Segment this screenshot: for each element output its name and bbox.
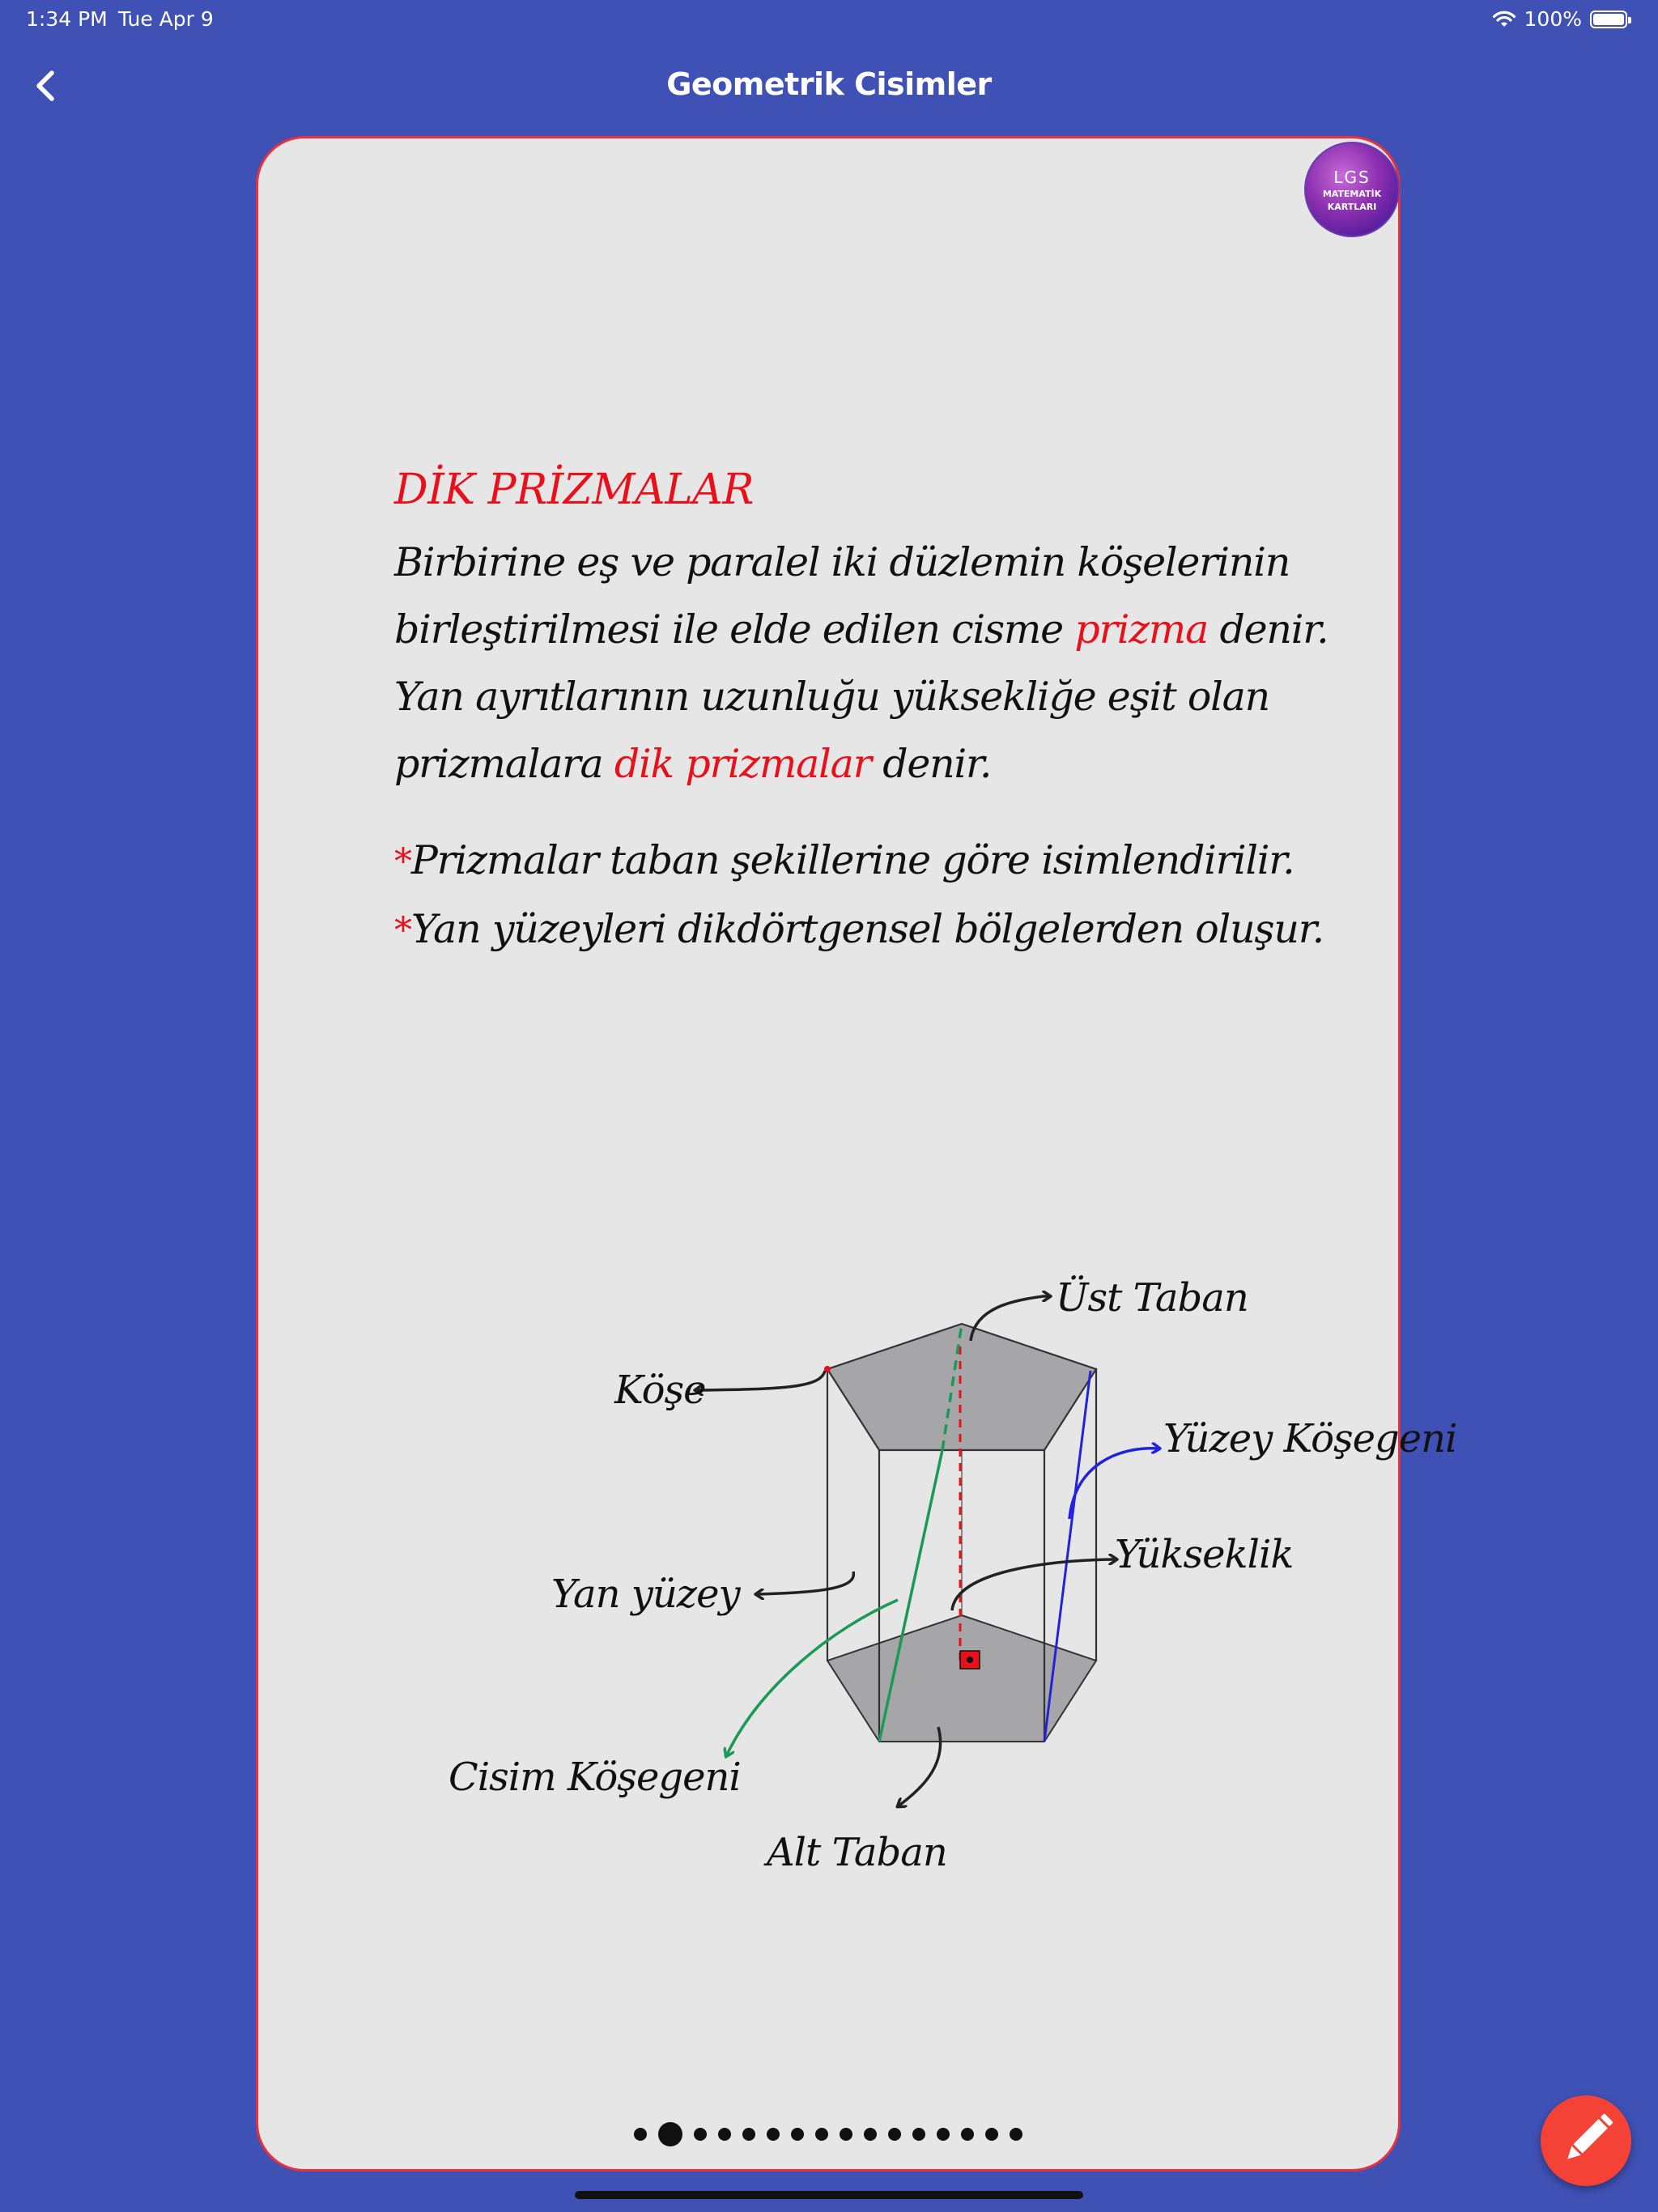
bullet-item	[394, 827, 1333, 895]
label-yukseklik: Yükseklik	[1115, 1532, 1294, 1577]
label-alt-taban: Alt Taban	[767, 1830, 947, 1875]
status-bar	[0, 0, 1658, 39]
nav-bar	[0, 49, 1658, 121]
term-prizma: prizma	[1074, 606, 1209, 653]
yan-yuzey-arrow	[756, 1572, 853, 1594]
yuzey-kosegeni-arrow	[1069, 1448, 1159, 1519]
page-dot[interactable]	[767, 2128, 780, 2141]
logo-line3: KARTLARI	[1327, 202, 1377, 212]
label-yuzey-kosegeni: Yüzey Köşegeni	[1163, 1416, 1457, 1461]
label-kose: Köşe	[614, 1368, 706, 1413]
page-dot[interactable]	[1010, 2128, 1022, 2141]
logo-line1: LGS	[1333, 168, 1371, 187]
wifi-icon	[1492, 10, 1516, 29]
bullet-list	[394, 827, 1333, 964]
bullet-star: *	[394, 841, 411, 883]
status-time: 1:34 PM	[26, 7, 108, 31]
label-ust-taban: Üst Taban	[1056, 1275, 1248, 1321]
page-dot[interactable]	[718, 2128, 731, 2141]
card-content	[394, 466, 1333, 964]
status-date: Tue Apr 9	[118, 7, 214, 31]
right-angle-dot	[967, 1657, 973, 1663]
label-yan-yuzey: Yan yüzey	[551, 1572, 740, 1617]
page-indicator	[258, 2122, 1398, 2146]
status-right	[1492, 7, 1627, 31]
para-line: Yan ayrıtlarının uzunluğu yüksekliğe eşit olan	[394, 674, 1270, 720]
page-dot[interactable]	[937, 2128, 950, 2141]
home-indicator	[575, 2191, 1083, 2199]
card-heading: DİK PRİZMALAR	[394, 466, 754, 514]
page-dot[interactable]	[634, 2128, 647, 2141]
para-text: birleştirilmesi ile elde edilen cisme	[394, 606, 1075, 653]
prism-diagram	[339, 1126, 1457, 1936]
page-dot[interactable]	[888, 2128, 901, 2141]
para-line: Birbirine eş ve paralel iki düzlemin köşelerinin	[394, 539, 1290, 585]
bullet-text: Yan yüzeyleri dikdörtgensel bölgelerden oluşur.	[410, 906, 1324, 952]
definition-paragraph	[394, 529, 1333, 798]
label-cisim-kosegeni: Cisim Köşegeni	[449, 1755, 741, 1800]
term-dik-prizmalar: dik prizmalar	[614, 741, 871, 787]
para-text: denir.	[1208, 606, 1329, 653]
kose-arrow	[695, 1371, 825, 1390]
bottom-base	[827, 1615, 1096, 1742]
lgs-logo	[1304, 142, 1400, 237]
page-dot[interactable]	[742, 2128, 755, 2141]
top-base	[827, 1324, 1096, 1450]
pencil-icon	[1541, 2095, 1631, 2186]
bullet-item	[394, 895, 1333, 964]
page-dot[interactable]	[912, 2128, 925, 2141]
battery-percent: 100%	[1524, 7, 1582, 31]
yukseklik-arrow	[952, 1559, 1116, 1610]
bullet-star: *	[394, 910, 411, 951]
page-title: Geometrik Cisimler	[666, 66, 992, 102]
flash-card[interactable]	[256, 136, 1457, 2172]
para-text: prizmalara	[394, 741, 614, 787]
para-text: denir.	[870, 741, 992, 787]
para-line	[394, 596, 1333, 663]
battery-icon	[1590, 11, 1627, 28]
logo-line2: MATEMATİK	[1322, 189, 1382, 199]
edit-fab[interactable]	[1541, 2095, 1631, 2186]
page-dot[interactable]	[985, 2128, 998, 2141]
bullet-text: Prizmalar taban şekillerine göre isimlendirilir.	[410, 837, 1295, 883]
para-line	[394, 730, 1333, 798]
page-dot[interactable]	[791, 2128, 804, 2141]
page-dot-active[interactable]	[658, 2122, 682, 2146]
page-dot[interactable]	[864, 2128, 877, 2141]
page-dot[interactable]	[840, 2128, 852, 2141]
page-dot[interactable]	[694, 2128, 707, 2141]
page-dot[interactable]	[961, 2128, 974, 2141]
page-dot[interactable]	[815, 2128, 828, 2141]
